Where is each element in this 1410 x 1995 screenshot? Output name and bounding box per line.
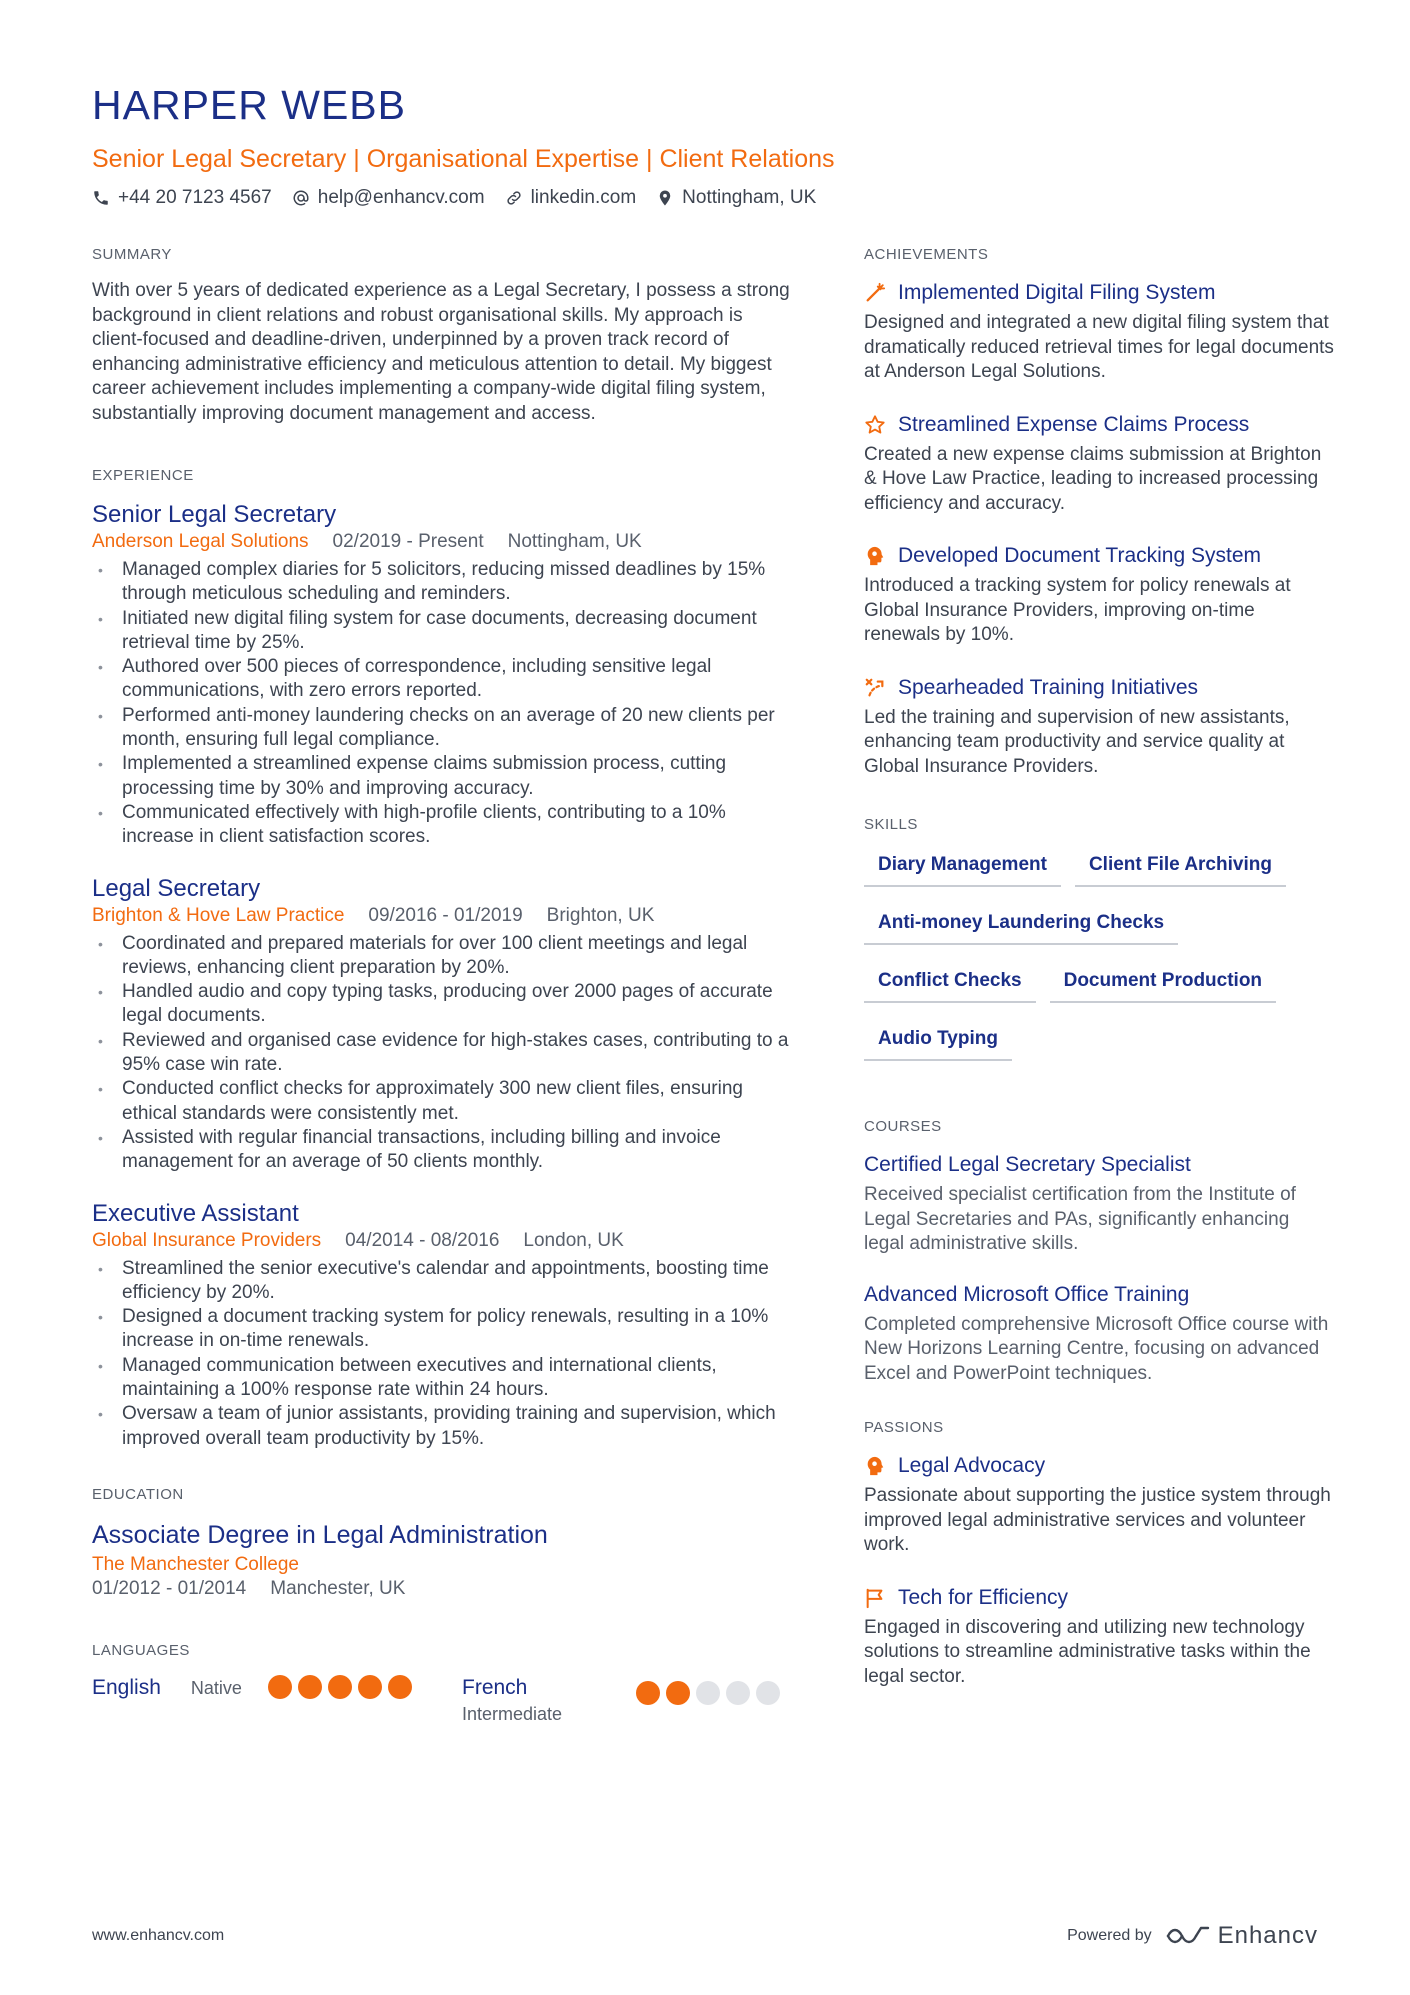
language-list xyxy=(92,1675,792,1727)
job-location: Brighton, UK xyxy=(546,904,655,926)
achievement-title: Developed Document Tracking System xyxy=(898,544,1261,567)
skill-tag: Conflict Checks xyxy=(864,965,1036,1003)
head-idea-icon xyxy=(864,1455,886,1477)
job-bullet: • Designed a document tracking system for policy renewals, resulting in a 10% increase in on-time renewals. xyxy=(92,1305,792,1354)
job-dates: 09/2016 - 01/2019 xyxy=(368,904,523,926)
job-location: London, UK xyxy=(523,1229,624,1251)
contact-phone[interactable] xyxy=(92,186,272,210)
language-level: Native xyxy=(190,1677,242,1698)
achievement-item xyxy=(864,411,1334,517)
job-meta xyxy=(92,1229,792,1253)
education-meta xyxy=(92,1577,792,1601)
job-bullet: • Managed complex diaries for 5 solicitors, reducing missed deadlines by 15% through meticulous scheduling and reminders. xyxy=(92,558,792,607)
strategy-icon xyxy=(864,677,886,699)
achievement-header xyxy=(864,279,1334,307)
job-entry xyxy=(92,874,792,1175)
rating-dot-filled xyxy=(328,1675,352,1699)
courses-section xyxy=(864,1117,1334,1386)
rating-dot-filled xyxy=(298,1675,322,1699)
job-bullet: • Oversaw a team of junior assistants, providing training and supervision, which improved overall team productivity by 15%. xyxy=(92,1402,792,1451)
magic-wand-icon xyxy=(864,282,886,304)
language-rating xyxy=(636,1681,780,1705)
language-item xyxy=(462,1675,780,1727)
left-column xyxy=(92,245,792,1767)
passion-title: Legal Advocacy xyxy=(898,1454,1046,1477)
skill-tag: Anti-money Laundering Checks xyxy=(864,907,1178,945)
rating-dot-filled xyxy=(636,1681,660,1705)
passions-heading: PASSIONS xyxy=(864,1419,944,1436)
rating-dot-empty xyxy=(696,1681,720,1705)
achievements-heading: ACHIEVEMENTS xyxy=(864,246,989,263)
job-dates: 04/2014 - 08/2016 xyxy=(345,1229,500,1251)
courses-heading: COURSES xyxy=(864,1118,942,1135)
star-icon xyxy=(864,414,886,436)
skills-section xyxy=(864,815,1334,1061)
education-heading: EDUCATION xyxy=(92,1485,184,1503)
achievement-header xyxy=(864,542,1334,570)
location-text: Nottingham, UK xyxy=(682,187,817,208)
footer-brand xyxy=(1067,1922,1318,1950)
summary-section xyxy=(92,245,792,426)
achievement-header xyxy=(864,411,1334,439)
job-company: Global Insurance Providers xyxy=(92,1229,322,1251)
achievement-desc: Led the training and supervision of new assistants, enhancing team productivity and service quality at Global Insurance Providers. xyxy=(864,706,1290,777)
flag-icon xyxy=(864,1587,886,1609)
job-dates: 02/2019 - Present xyxy=(332,531,484,552)
job-entry xyxy=(92,500,792,850)
rating-dot-filled xyxy=(358,1675,382,1699)
skill-tag: Document Production xyxy=(1050,965,1276,1003)
education-section xyxy=(92,1485,792,1601)
passion-desc: Passionate about supporting the justice system through improved legal administrative services and volunteer work. xyxy=(864,1485,1331,1555)
skills-heading: SKILLS xyxy=(864,816,918,833)
job-location: Nottingham, UK xyxy=(507,531,642,552)
phone-text: +44 20 7123 4567 xyxy=(118,187,272,208)
language-name: English xyxy=(92,1675,161,1699)
achievement-item xyxy=(864,542,1334,648)
head-idea-icon xyxy=(864,545,886,567)
degree-title: Associate Degree in Legal Administration xyxy=(92,1520,548,1549)
rating-dot-filled xyxy=(388,1675,412,1699)
achievement-desc: Designed and integrated a new digital filing system that dramatically reduced retrieval times for legal documents at Anderson Legal Solutions. xyxy=(864,312,1334,382)
job-bullet: • Implemented a streamlined expense claims submission process, cutting processing time by 30% and improving accuracy. xyxy=(92,752,792,801)
language-rating xyxy=(268,1675,412,1699)
passion-item xyxy=(864,1584,1334,1690)
powered-by-text: Powered by xyxy=(1067,1927,1152,1944)
job-bullet: • Streamlined the senior executive's calendar and appointments, boosting time efficiency by 20%. xyxy=(92,1257,792,1306)
job-meta xyxy=(92,904,792,928)
rating-dot-filled xyxy=(268,1675,292,1699)
job-bullet: • Authored over 500 pieces of correspondence, including sensitive legal communications, with zero errors reported. xyxy=(92,655,792,704)
job-bullet: • Handled audio and copy typing tasks, producing over 2000 pages of accurate legal documents. xyxy=(92,980,792,1029)
language-label-group xyxy=(92,1675,242,1701)
education-dates: 01/2012 - 01/2014 xyxy=(92,1577,247,1599)
contact-linkedin[interactable] xyxy=(505,186,637,210)
linkedin-text: linkedin.com xyxy=(530,187,637,208)
school-name: The Manchester College xyxy=(92,1553,299,1575)
right-column xyxy=(864,245,1334,1729)
contact-email[interactable] xyxy=(292,186,485,210)
course-item xyxy=(864,1281,1334,1387)
footer-url[interactable]: www.enhancv.com xyxy=(92,1927,225,1944)
passion-header xyxy=(864,1584,1334,1612)
job-company: Brighton & Hove Law Practice xyxy=(92,904,345,926)
job-bullet: • Conducted conflict checks for approximately 300 new client files, ensuring ethical standards were consistently met. xyxy=(92,1077,792,1126)
summary-text: With over 5 years of dedicated experience as a Legal Secretary, I possess a strong background in client relations and robust organisational skills. My approach is client-focused and deadline-driven, underpinned by a proven track record of enhancing administrative efficiency and meticulous attention to detail. My biggest career achievement includes implementing a company-wide digital filing system, substantially improving document management and access. xyxy=(92,280,790,424)
job-title: Executive Assistant xyxy=(92,1199,299,1227)
summary-heading: SUMMARY xyxy=(92,246,172,263)
job-bullet: • Coordinated and prepared materials for over 100 client meetings and legal reviews, enhancing client preparation by 20%. xyxy=(92,932,792,981)
job-bullet: • Communicated effectively with high-profile clients, contributing to a 10% increase in client satisfaction scores. xyxy=(92,801,792,850)
page-footer xyxy=(92,1922,1318,1950)
achievement-title: Streamlined Expense Claims Process xyxy=(898,412,1250,436)
languages-heading: LANGUAGES xyxy=(92,1641,190,1659)
job-bullets xyxy=(92,932,792,1175)
achievement-item xyxy=(864,674,1334,780)
language-label-group xyxy=(462,1675,562,1727)
course-title: Advanced Microsoft Office Training xyxy=(864,1282,1190,1306)
contact-location xyxy=(656,186,816,210)
job-title: Senior Legal Secretary xyxy=(92,501,337,528)
skill-tag: Diary Management xyxy=(864,849,1061,887)
job-bullet: • Managed communication between executives and international clients, maintaining a 100% response rate within 24 hours. xyxy=(92,1354,792,1403)
course-item xyxy=(864,1151,1334,1257)
passions-section xyxy=(864,1418,1334,1689)
job-bullet: • Assisted with regular financial transactions, including billing and invoice management for an average of 50 clients monthly. xyxy=(92,1126,792,1175)
passion-title: Tech for Efficiency xyxy=(898,1585,1069,1609)
course-desc: Received specialist certification from the Institute of Legal Secretaries and PAs, significantly enhancing legal administrative skills. xyxy=(864,1184,1296,1254)
achievement-title: Implemented Digital Filing System xyxy=(898,281,1216,304)
job-bullet: • Initiated new digital filing system for case documents, decreasing document retrieval time by 25%. xyxy=(92,607,792,656)
candidate-headline: Senior Legal Secretary | Organisational Expertise | Client Relations xyxy=(92,145,835,173)
phone-icon xyxy=(92,189,110,207)
resume-header xyxy=(92,80,1322,210)
achievement-item xyxy=(864,279,1334,385)
passion-header xyxy=(864,1452,1334,1480)
achievement-title: Spearheaded Training Initiatives xyxy=(898,675,1199,699)
language-item xyxy=(92,1675,412,1701)
achievement-header xyxy=(864,674,1334,702)
candidate-name: HARPER WEBB xyxy=(92,82,406,128)
course-title: Certified Legal Secretary Specialist xyxy=(864,1153,1191,1176)
skill-tag: Client File Archiving xyxy=(1075,849,1286,887)
job-bullet: • Performed anti-money laundering checks on an average of 20 new clients per month, ensuring full legal compliance. xyxy=(92,704,792,753)
language-level: Intermediate xyxy=(462,1703,563,1724)
job-bullets xyxy=(92,1257,792,1451)
skill-list xyxy=(864,849,1334,1061)
at-icon xyxy=(292,189,310,207)
job-meta xyxy=(92,530,792,554)
achievement-desc: Created a new expense claims submission at Brighton & Hove Law Practice, leading to increased processing efficiency and accuracy. xyxy=(864,443,1322,514)
link-icon xyxy=(505,189,523,207)
experience-heading: EXPERIENCE xyxy=(92,467,194,484)
job-entry xyxy=(92,1199,792,1451)
enhancv-logo-text: Enhancv xyxy=(1217,1922,1318,1949)
rating-dot-filled xyxy=(666,1681,690,1705)
achievement-desc: Introduced a tracking system for policy renewals at Global Insurance Providers, improving on-time renewals by 10%. xyxy=(864,575,1291,645)
rating-dot-empty xyxy=(726,1681,750,1705)
job-company: Anderson Legal Solutions xyxy=(92,531,309,552)
job-bullet: • Reviewed and organised case evidence for high-stakes cases, contributing to a 95% case win rate. xyxy=(92,1029,792,1078)
job-bullets xyxy=(92,558,792,850)
location-pin-icon xyxy=(656,189,674,207)
rating-dot-empty xyxy=(756,1681,780,1705)
passion-item xyxy=(864,1452,1334,1558)
enhancv-logo-icon xyxy=(1166,1924,1210,1948)
experience-section xyxy=(92,466,792,1451)
course-desc: Completed comprehensive Microsoft Office course with New Horizons Learning Centre, focusing on advanced Excel and PowerPoint techniques. xyxy=(864,1313,1329,1384)
skill-tag: Audio Typing xyxy=(864,1023,1012,1061)
job-title: Legal Secretary xyxy=(92,874,261,902)
languages-section xyxy=(92,1641,792,1727)
passion-desc: Engaged in discovering and utilizing new technology solutions to streamline administrative tasks within the legal sector. xyxy=(864,1616,1311,1687)
achievements-section xyxy=(864,245,1334,779)
email-text: help@enhancv.com xyxy=(317,187,485,208)
language-name: French xyxy=(462,1675,528,1699)
enhancv-logo[interactable] xyxy=(1166,1922,1318,1950)
education-location: Manchester, UK xyxy=(270,1577,406,1599)
contact-bar xyxy=(92,186,1322,210)
